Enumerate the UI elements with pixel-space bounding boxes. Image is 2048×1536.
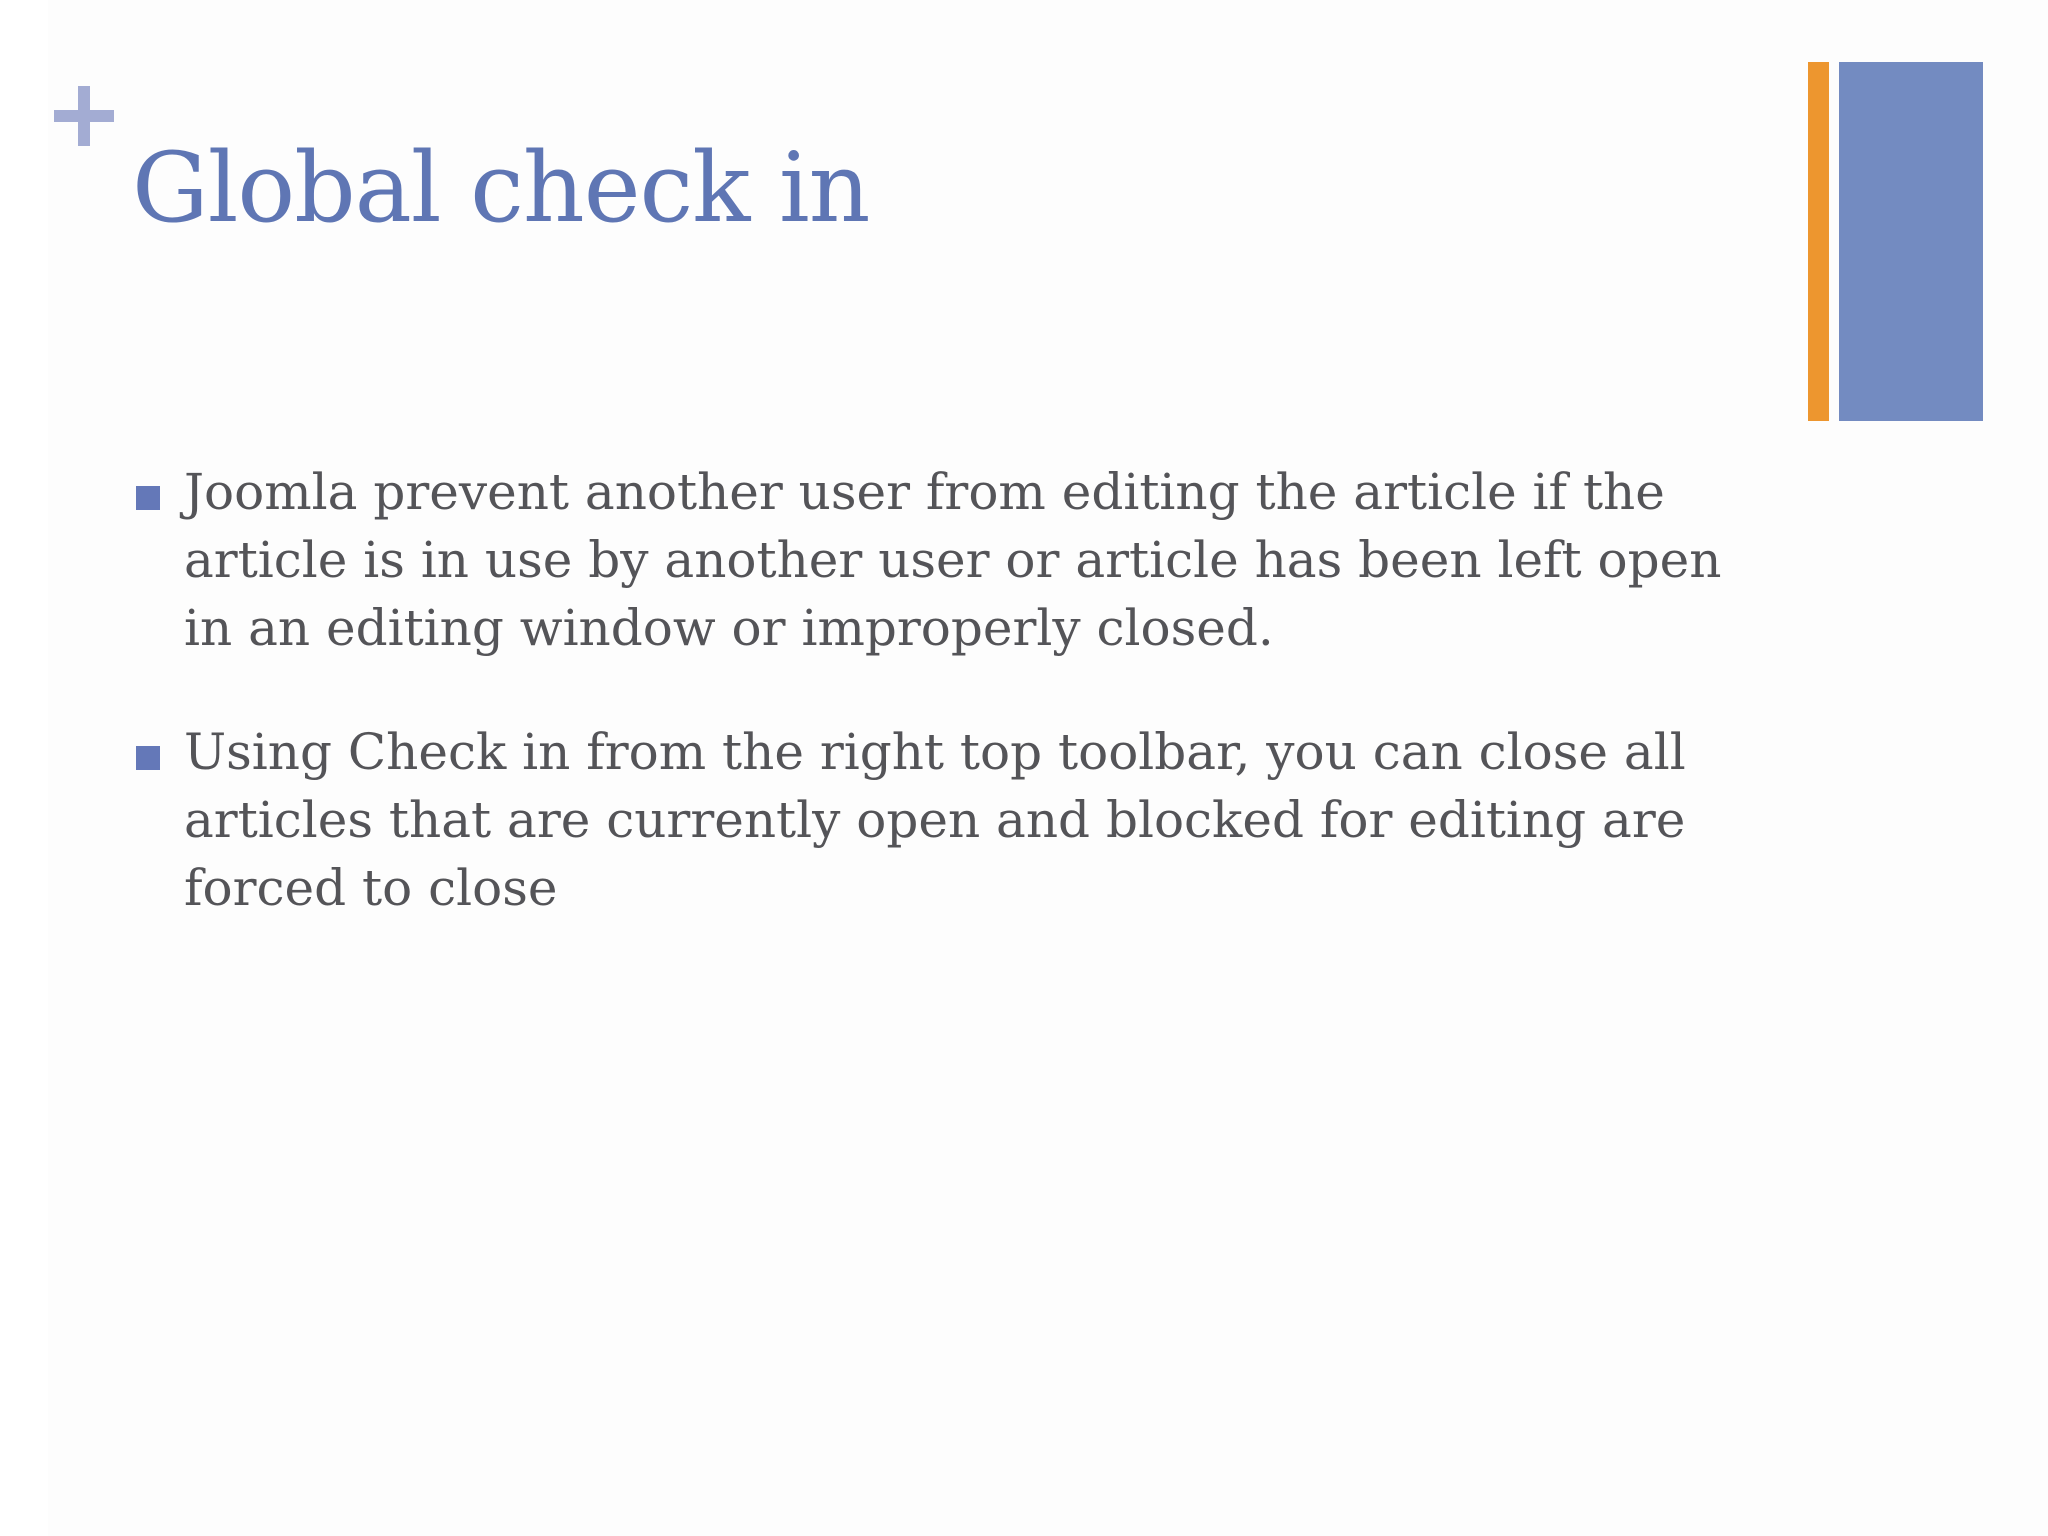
square-bullet-icon xyxy=(136,486,160,510)
accent-bar-blue xyxy=(1839,62,1983,421)
slide-title: Global check in xyxy=(132,132,870,244)
bullet-text: Joomla prevent another user from editing the article if the article is in use by another user or article has been left open in an editing window or improperly closed. xyxy=(184,463,1722,657)
left-gutter xyxy=(0,0,48,1536)
bullet-item xyxy=(136,458,1776,662)
bullet-text: Using Check in from the right top toolbar, you can close all articles that are currently open and blocked for editing are forced to close xyxy=(184,723,1686,917)
square-bullet-icon xyxy=(136,746,160,770)
plus-icon xyxy=(54,86,114,146)
bullet-list xyxy=(136,458,1776,978)
accent-bar-orange xyxy=(1808,62,1829,421)
bullet-item xyxy=(136,718,1776,922)
